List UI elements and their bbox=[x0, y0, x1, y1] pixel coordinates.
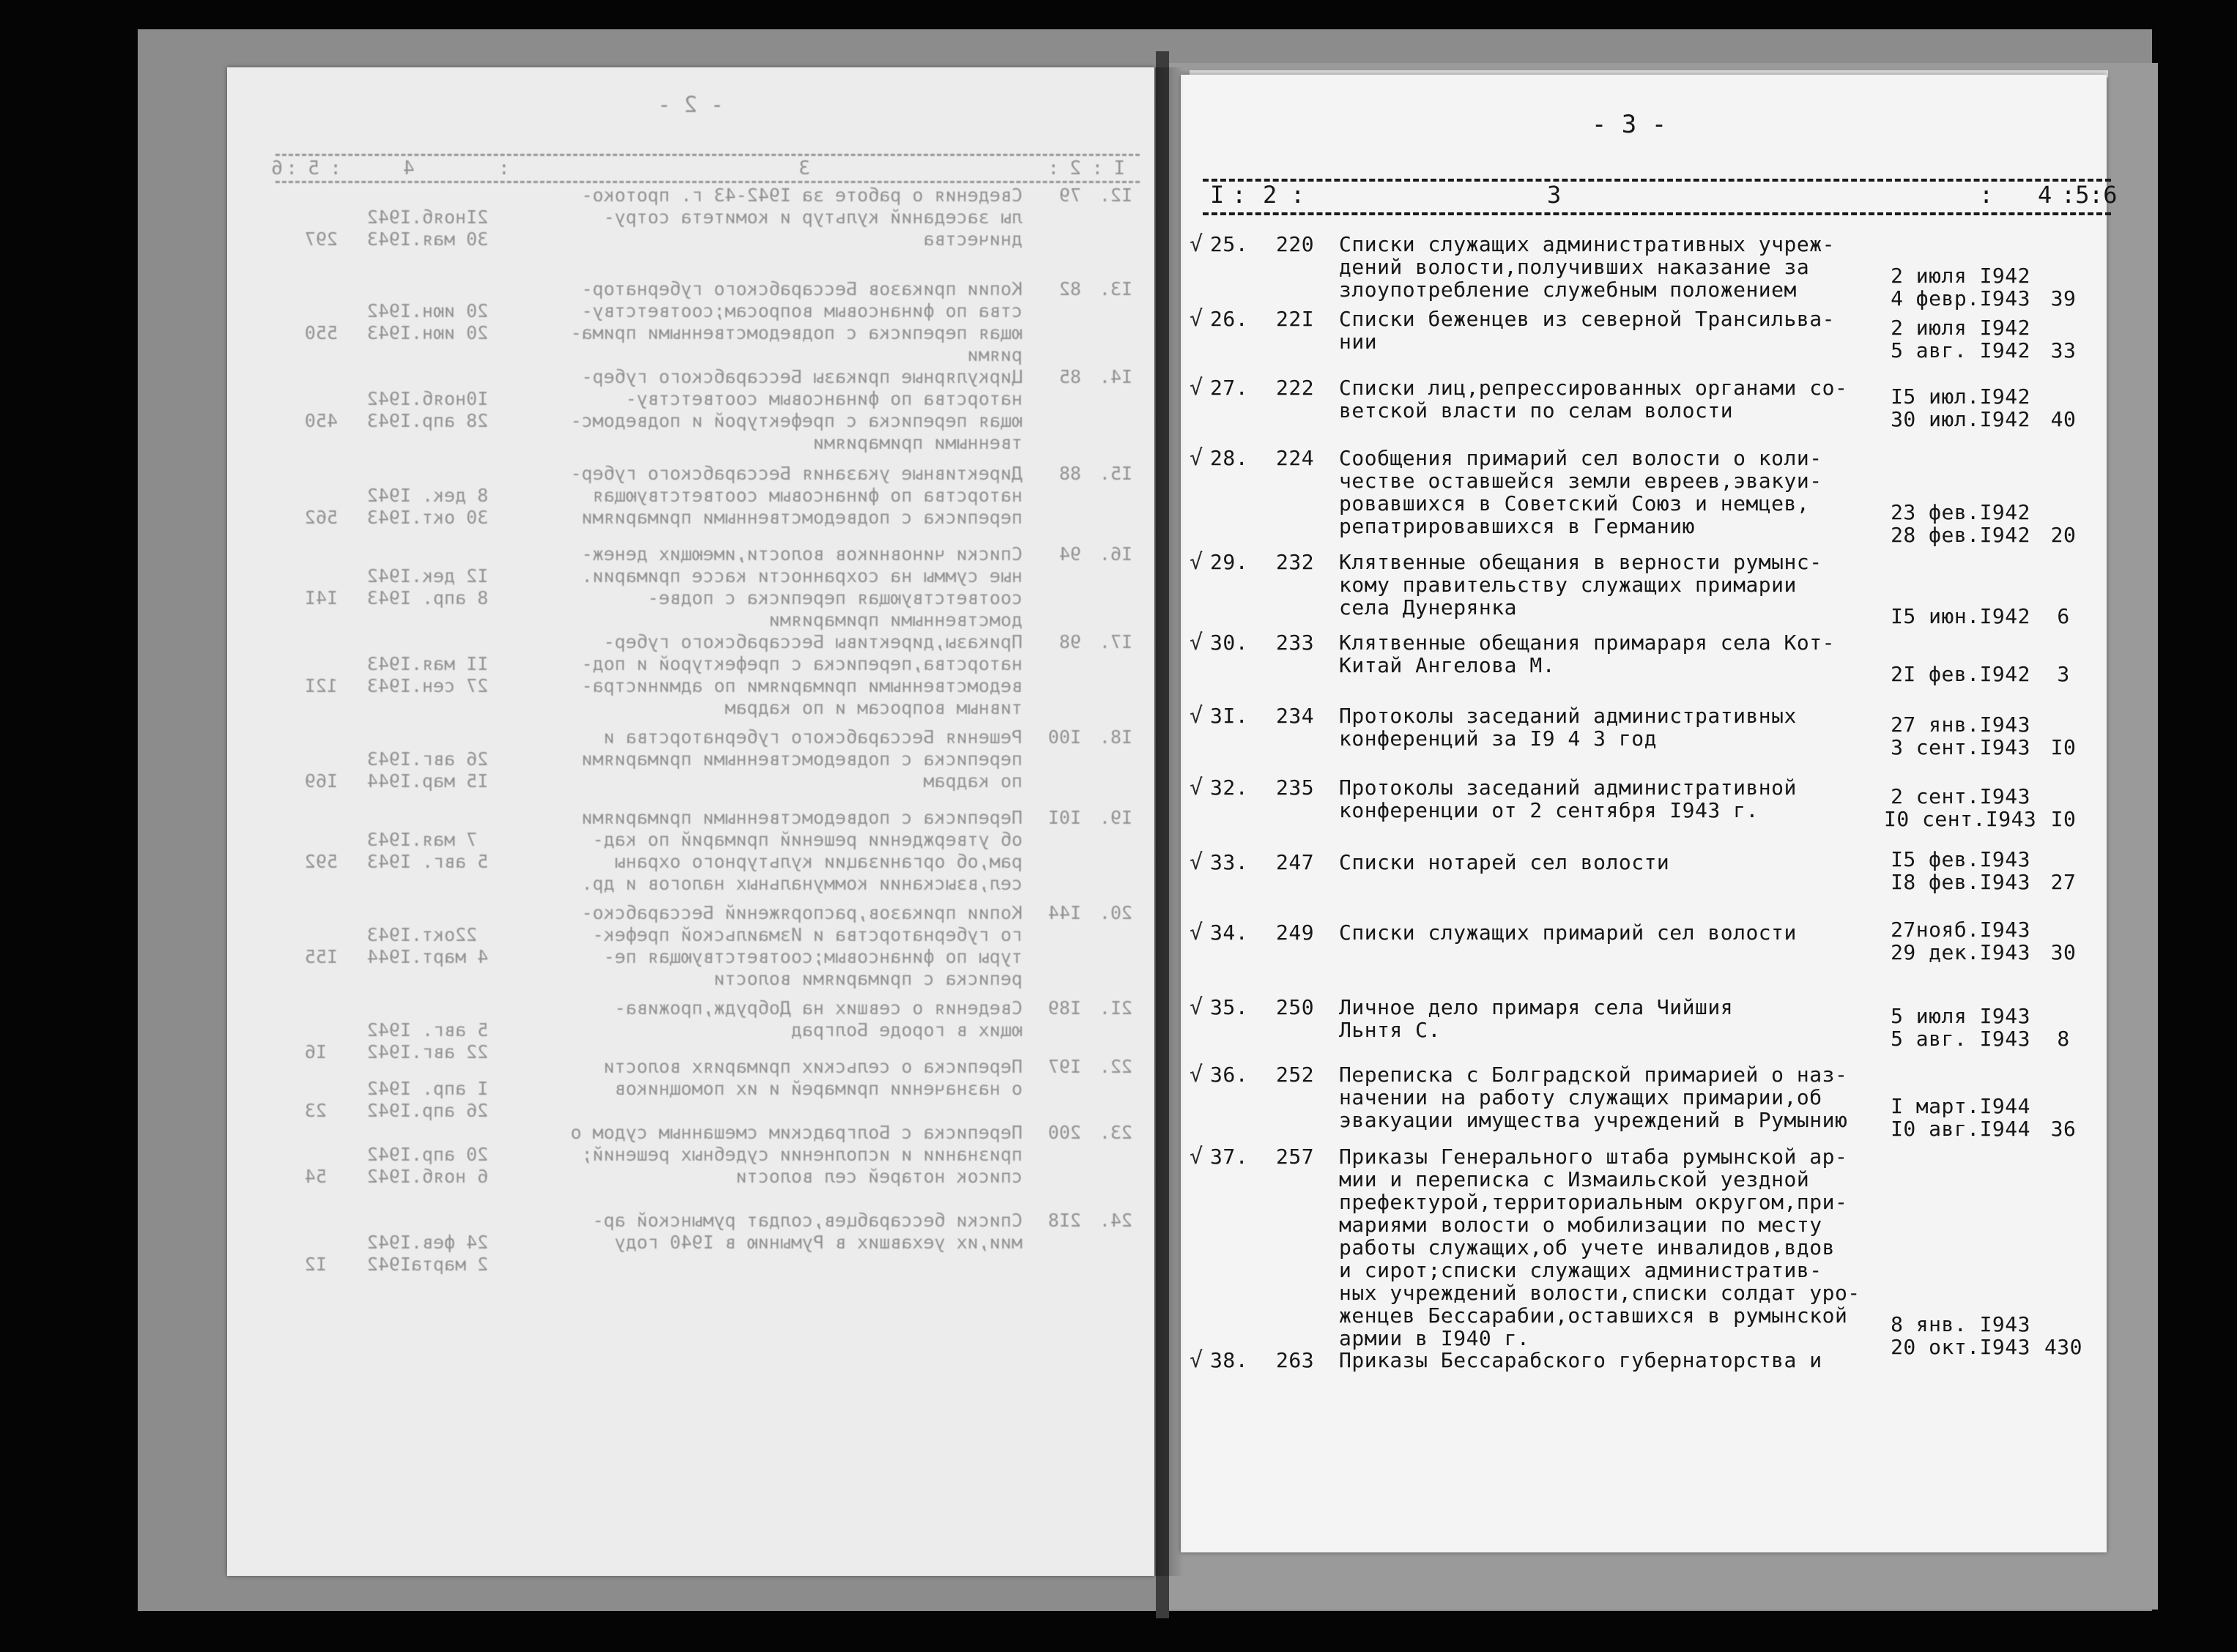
title-line: кому правительству служащих примарии bbox=[1339, 573, 1797, 597]
left-column-header-7: : bbox=[330, 157, 341, 179]
left-case-number: 94 bbox=[1058, 543, 1081, 565]
left-case-number: I44 bbox=[1047, 902, 1081, 923]
entry-dates bbox=[1884, 918, 2030, 964]
left-entry-dates: 20 июн.I942 20 июн.I943 bbox=[367, 300, 489, 343]
checkmark-icon: √ bbox=[1190, 994, 1203, 1020]
entry-number: 29. bbox=[1210, 550, 1249, 574]
case-number: 263 bbox=[1276, 1348, 1315, 1372]
title-line: конференций за I9 4 3 год bbox=[1339, 726, 1657, 751]
left-sheet-count: 562 bbox=[305, 507, 338, 528]
left-case-number: 98 bbox=[1058, 631, 1081, 652]
entry-number: 26. bbox=[1210, 307, 1249, 331]
entry-title bbox=[1339, 233, 1881, 301]
left-sheet-count: I69 bbox=[305, 770, 338, 792]
left-entry-dates: 22окт.I943 4 март.I944 bbox=[367, 924, 489, 967]
date-line: 5 авг. I943 bbox=[1891, 1027, 2030, 1051]
column-header-6: 4 bbox=[2038, 181, 2052, 209]
title-line: армии в I940 г. bbox=[1339, 1326, 1530, 1350]
left-entry-title: Списки бессарабцев,солдат румынской ар- мии,их уехавших в Румынию в I940 году bbox=[593, 1210, 1023, 1253]
date-line: 4 февр.I943 bbox=[1891, 286, 2030, 310]
title-line: Списки служащих примарий сел волости bbox=[1339, 920, 1797, 945]
date-line: I5 июл.I942 bbox=[1891, 384, 2030, 409]
entry-dates bbox=[1884, 264, 2030, 310]
case-number: 234 bbox=[1276, 704, 1315, 728]
left-column-header-5: : bbox=[498, 157, 510, 179]
left-column-header-10: 6 bbox=[271, 157, 283, 179]
left-entry-number: 2I. bbox=[1099, 997, 1132, 1019]
date-line: 27нояб.I943 bbox=[1891, 918, 2030, 942]
sheet-count: 430 bbox=[2044, 1335, 2083, 1359]
title-line: ных учреждений волости,списки солдат уро- bbox=[1339, 1281, 1861, 1305]
left-case-number: I89 bbox=[1047, 997, 1081, 1019]
title-line: Китай Ангелова М. bbox=[1339, 653, 1556, 677]
left-sheet-count: 297 bbox=[305, 228, 338, 250]
entry-number: 38. bbox=[1210, 1348, 1249, 1372]
case-number: 222 bbox=[1276, 376, 1315, 400]
date-line: 23 фев.I942 bbox=[1891, 500, 2030, 524]
title-line: дений волости,получивших наказание за bbox=[1339, 255, 1810, 279]
left-column-header-2: 2 bbox=[1069, 157, 1081, 179]
case-number: 252 bbox=[1276, 1063, 1315, 1087]
left-sheet-count: 23 bbox=[305, 1100, 327, 1121]
entry-number: 37. bbox=[1210, 1145, 1249, 1169]
entry-dates bbox=[1884, 501, 2030, 546]
left-page-bleedthrough bbox=[227, 67, 1154, 1576]
left-entry-dates: II мая.I943 27 сен.I943 bbox=[367, 653, 489, 696]
left-entry-title: Копии приказов Бессарабского губернатор- ства по финансовым вопросам;соответству- ющая переписка с подведомственными прима- риями bbox=[570, 278, 1023, 365]
title-line: Списки нотарей сел волости bbox=[1339, 850, 1670, 874]
sheet-count: I0 bbox=[2050, 807, 2077, 831]
checkmark-icon: √ bbox=[1190, 306, 1203, 332]
date-line: 5 авг. I942 bbox=[1891, 338, 2030, 362]
left-sheet-count: 550 bbox=[305, 322, 338, 343]
sheet-count: 8 bbox=[2057, 1027, 2070, 1051]
title-line: женцев Бессарабии,оставшихся в румынской bbox=[1339, 1303, 1848, 1328]
title-line: Клятвенные обещания в верности румынс- bbox=[1339, 550, 1822, 574]
title-line: нии bbox=[1339, 330, 1378, 354]
title-line: репатрировавшихся в Германию bbox=[1339, 514, 1696, 538]
date-line: 29 дек.I943 bbox=[1891, 940, 2030, 964]
left-entry-number: I9. bbox=[1099, 807, 1132, 828]
entry-dates bbox=[1884, 713, 2030, 759]
entry-dates bbox=[1884, 663, 2030, 685]
title-line: Приказы Бессарабского губернаторства и bbox=[1339, 1348, 1822, 1372]
left-case-number: 82 bbox=[1058, 278, 1081, 299]
entry-number: 34. bbox=[1210, 920, 1249, 945]
title-line: честве оставшейся земли евреев,эвакуи- bbox=[1339, 469, 1822, 493]
case-number: 233 bbox=[1276, 630, 1315, 655]
left-entry-dates: 8 дек. I942 30 окт.I943 bbox=[367, 485, 489, 528]
date-line: I0 сент.I943 bbox=[1884, 807, 2037, 831]
entry-title bbox=[1339, 308, 1881, 353]
entry-number: 33. bbox=[1210, 850, 1249, 874]
entry-title bbox=[1339, 631, 1881, 677]
column-header-4: 3 bbox=[1547, 181, 1562, 209]
left-case-number: 79 bbox=[1058, 185, 1081, 206]
entry-number: 32. bbox=[1210, 775, 1249, 800]
checkmark-icon: √ bbox=[1190, 630, 1203, 655]
column-header-1: : bbox=[1232, 181, 1247, 209]
case-number: 257 bbox=[1276, 1145, 1315, 1169]
sheet-count: 36 bbox=[2050, 1117, 2077, 1141]
left-case-number: 88 bbox=[1058, 463, 1081, 484]
left-entry-number: I3. bbox=[1099, 278, 1132, 299]
date-line: 8 янв. I943 bbox=[1891, 1312, 2030, 1336]
left-entry-dates: 7 мая.I943 5 авг. I943 bbox=[367, 829, 489, 872]
left-entry-dates: 26 авг.I943 I5 мар.I944 bbox=[367, 748, 489, 792]
title-line: Приказы Генерального штаба румынской ар- bbox=[1339, 1145, 1848, 1169]
left-entry-title: Приказы,директивы Бессарабского губер- наторства,переписка с префектурой и под- ведомственными примариями по администра- тивным вопросам и по кадрам bbox=[581, 631, 1023, 718]
sheet-count: I0 bbox=[2050, 735, 2077, 759]
left-sheet-count: I55 bbox=[305, 946, 338, 967]
entry-dates bbox=[1884, 1313, 2030, 1358]
checkmark-icon: √ bbox=[1190, 849, 1203, 875]
date-line: 20 окт.I943 bbox=[1891, 1335, 2030, 1359]
left-entry-number: I6. bbox=[1099, 543, 1132, 565]
left-entry-title: Решения Бессарабского губернаторства и переписка с подведомственными примариями по кадрам bbox=[581, 726, 1023, 792]
title-line: Льнтя С. bbox=[1339, 1018, 1441, 1042]
date-line: I8 фев.I943 bbox=[1891, 870, 2030, 894]
left-entry-number: I8. bbox=[1099, 726, 1132, 748]
left-page-column-header bbox=[271, 154, 1140, 183]
case-number: 250 bbox=[1276, 995, 1315, 1019]
left-case-number: 85 bbox=[1058, 366, 1081, 387]
left-entry-title: Переписка с Болградским смешанным судом о признании и исполнении судебных решений; список нотарей сел волости bbox=[570, 1122, 1023, 1187]
title-line: начении на работу служащих примарии,об bbox=[1339, 1085, 1822, 1109]
left-column-header-4: 3 bbox=[798, 157, 810, 179]
gutter-shadow bbox=[1154, 67, 1184, 1576]
checkmark-icon: √ bbox=[1190, 1144, 1203, 1169]
left-sheet-count: I6 bbox=[305, 1041, 327, 1063]
title-line: Протоколы заседаний административной bbox=[1339, 775, 1797, 800]
left-entry-dates: I2 дек.I942 8 апр. I943 bbox=[367, 565, 489, 609]
date-line: I март.I944 bbox=[1891, 1094, 2030, 1118]
left-entry-dates: 2Iнояб.I942 30 мая.I943 bbox=[367, 206, 489, 250]
sheet-count: 6 bbox=[2057, 604, 2070, 628]
title-line: работы служащих,об учете инвалидов,вдов bbox=[1339, 1235, 1835, 1260]
checkmark-icon: √ bbox=[1190, 549, 1203, 575]
title-line: Переписка с Болградской примарией о наз- bbox=[1339, 1063, 1848, 1087]
entry-number: 35. bbox=[1210, 995, 1249, 1019]
entry-number: 36. bbox=[1210, 1063, 1249, 1087]
title-line: мии и переписка с Измаильской уездной bbox=[1339, 1167, 1810, 1191]
title-line: Списки служащих административных учреж- bbox=[1339, 232, 1835, 256]
left-entry-number: 24. bbox=[1099, 1210, 1132, 1231]
entry-number: 30. bbox=[1210, 630, 1249, 655]
case-number: 220 bbox=[1276, 232, 1315, 256]
entry-dates bbox=[1884, 316, 2030, 362]
entry-title bbox=[1339, 921, 1881, 944]
left-entry-dates: 20 апр.I942 6 нояб.I942 bbox=[367, 1144, 489, 1187]
checkmark-icon: √ bbox=[1190, 920, 1203, 945]
date-line: I0 авг.I944 bbox=[1891, 1117, 2030, 1141]
title-line: Списки беженцев из северной Трансильва- bbox=[1339, 307, 1835, 331]
left-entry-title: Переписка с подведомственными примариями об утверждении решений примарий по кад- рам,об организации культурного охраны сел,взыскании коммунальных налогов и др. bbox=[581, 807, 1023, 894]
title-line: Списки лиц,репрессированных органами со- bbox=[1339, 376, 1848, 400]
date-line: 2I фев.I942 bbox=[1891, 662, 2030, 686]
sheet-count: 20 bbox=[2050, 523, 2077, 547]
entry-title bbox=[1339, 447, 1881, 537]
date-line: 27 янв.I943 bbox=[1891, 712, 2030, 737]
left-entry-dates: 24 фев.I942 2 мартаI942 bbox=[367, 1232, 489, 1275]
date-line: 2 июля I942 bbox=[1891, 316, 2030, 340]
date-line: 5 июля I943 bbox=[1891, 1004, 2030, 1028]
left-sheet-count: 592 bbox=[305, 851, 338, 872]
date-line: 28 фев.I942 bbox=[1891, 523, 2030, 547]
case-number: 235 bbox=[1276, 775, 1315, 800]
title-line: Сообщения примарий сел волости о коли- bbox=[1339, 446, 1822, 470]
column-header-5: : bbox=[1979, 181, 1994, 209]
entry-title bbox=[1339, 551, 1881, 619]
left-case-number: I97 bbox=[1047, 1056, 1081, 1077]
left-column-header-9: : bbox=[286, 157, 297, 179]
left-case-number: I00 bbox=[1047, 726, 1081, 748]
sheet-count: 39 bbox=[2050, 286, 2077, 310]
case-number: 247 bbox=[1276, 850, 1315, 874]
entry-title bbox=[1339, 776, 1881, 822]
title-line: Протоколы заседаний административных bbox=[1339, 704, 1797, 728]
entry-number: 27. bbox=[1210, 376, 1249, 400]
left-entry-title: Сведения о севших на Добрудж,прожива- ющих в городе Болград bbox=[615, 997, 1023, 1041]
left-column-header-3: : bbox=[1047, 157, 1059, 179]
title-line: ровавшихся в Советский Союз и немцев, bbox=[1339, 491, 1810, 516]
date-line: I5 фев.I943 bbox=[1891, 847, 2030, 871]
title-line: префектурой,территориальным округом,при- bbox=[1339, 1190, 1848, 1214]
column-header-7: :5 bbox=[2061, 181, 2090, 209]
title-line: ветской власти по селам волости bbox=[1339, 398, 1734, 423]
sheet-count: 27 bbox=[2050, 870, 2077, 894]
left-entry-dates: 5 авг. I942 22 авг.I942 bbox=[367, 1019, 489, 1063]
column-header-8: :6 bbox=[2089, 181, 2118, 209]
entry-title bbox=[1339, 1145, 1881, 1350]
left-case-number: 2I8 bbox=[1047, 1210, 1081, 1231]
left-entry-title: Переписка о сельских примариях волости о назначении примарей и их помощников bbox=[604, 1056, 1023, 1099]
case-number: 232 bbox=[1276, 550, 1315, 574]
left-entry-title: Списки чиновников волости,имеющих денеж- ные суммы на сохранности кассе примарии. соответствующая переписка с подве- домственными примариями bbox=[581, 543, 1023, 630]
left-entry-dates: I0нояб.I942 28 апр.I943 bbox=[367, 388, 489, 431]
checkmark-icon: √ bbox=[1190, 1347, 1203, 1373]
case-number: 224 bbox=[1276, 446, 1315, 470]
column-header-0: I bbox=[1210, 181, 1225, 209]
left-case-number: 200 bbox=[1047, 1122, 1081, 1143]
left-entry-title: Копии приказов,распоряжений Бессарабско- го губернаторства и Измаильской префек- туры по финансовым;соответствующая пе- реписка с примариями волости bbox=[581, 902, 1023, 989]
title-line: конференции от 2 сентября I943 г. bbox=[1339, 798, 1759, 822]
right-page-content bbox=[1181, 75, 2118, 1552]
case-number: 249 bbox=[1276, 920, 1315, 945]
entry-number: 25. bbox=[1210, 232, 1249, 256]
checkmark-icon: √ bbox=[1190, 445, 1203, 471]
title-line: мариями волости о мобилизации по месту bbox=[1339, 1213, 1822, 1237]
entry-dates bbox=[1884, 1005, 2030, 1050]
sheet-count: 33 bbox=[2050, 338, 2077, 362]
left-entry-title: Директивные указания Бессарабского губер- наторства по финансовым соответствующая переписка с подведомственными примариями bbox=[570, 463, 1023, 528]
checkmark-icon: √ bbox=[1190, 775, 1203, 800]
entry-title bbox=[1339, 704, 1881, 750]
checkmark-icon: √ bbox=[1190, 703, 1203, 729]
case-number: 22I bbox=[1276, 307, 1315, 331]
column-header-2: 2 bbox=[1263, 181, 1277, 209]
left-column-header-1: : bbox=[1091, 157, 1103, 179]
entry-title bbox=[1339, 996, 1881, 1041]
entry-dates bbox=[1884, 784, 2037, 831]
entry-title bbox=[1339, 376, 1881, 422]
entry-title bbox=[1339, 851, 1881, 874]
left-entry-number: I5. bbox=[1099, 463, 1132, 484]
date-line: 2 июля I942 bbox=[1891, 264, 2030, 288]
sheet-count: 30 bbox=[2050, 940, 2077, 964]
title-line: села Дунерянка bbox=[1339, 595, 1518, 620]
left-sheet-count: I2 bbox=[305, 1254, 327, 1275]
entry-dates bbox=[1884, 605, 2030, 628]
header-rule-bottom bbox=[1203, 212, 2111, 215]
left-sheet-count: I4I bbox=[305, 587, 338, 609]
left-column-header-0: I bbox=[1113, 157, 1125, 179]
left-column-header-6: 4 bbox=[403, 157, 415, 179]
left-page-number: - 2 - bbox=[657, 92, 724, 118]
title-line: эвакуации имущества учреждений в Румынию bbox=[1339, 1108, 1848, 1132]
left-page bbox=[227, 67, 1154, 1576]
left-sheet-count: 12I bbox=[305, 675, 338, 696]
column-header-3: : bbox=[1291, 181, 1305, 209]
entry-title bbox=[1339, 1063, 1881, 1131]
left-entry-title: Циркулярные приказы Бессарабского губер- наторства по финансовым соответству- ющая переписка с префектурой и подведомс- твенными примариями bbox=[570, 366, 1023, 453]
left-entry-number: 23. bbox=[1099, 1122, 1132, 1143]
entry-dates bbox=[1884, 385, 2030, 431]
left-entry-number: I7. bbox=[1099, 631, 1132, 652]
title-line: злоупотребление служебным положением bbox=[1339, 278, 1797, 302]
entry-dates bbox=[1884, 1095, 2030, 1140]
entry-title bbox=[1339, 1349, 1881, 1372]
left-sheet-count: 450 bbox=[305, 410, 338, 431]
header-rule-top bbox=[1203, 179, 2111, 182]
left-column-header-8: 5 bbox=[308, 157, 319, 179]
left-sheet-count: 54 bbox=[305, 1166, 327, 1187]
left-case-number: I0I bbox=[1047, 807, 1081, 828]
checkmark-icon: √ bbox=[1190, 231, 1203, 257]
right-page-number: - 3 - bbox=[1591, 110, 1667, 139]
checkmark-icon: √ bbox=[1190, 1062, 1203, 1087]
entry-dates bbox=[1884, 848, 2030, 893]
checkmark-icon: √ bbox=[1190, 375, 1203, 401]
entry-number: 3I. bbox=[1210, 704, 1249, 728]
left-entry-title: Сведения о работе за I942-43 г. протоко- лы заседаний культур и комитета сотру- дничества bbox=[581, 185, 1023, 250]
title-line: Клятвенные обещания примараря села Кот- bbox=[1339, 630, 1835, 655]
date-line: 3 сент.I943 bbox=[1891, 735, 2030, 759]
sheet-count: 3 bbox=[2057, 662, 2070, 686]
sheet-count: 40 bbox=[2050, 407, 2077, 431]
left-entry-number: I4. bbox=[1099, 366, 1132, 387]
left-entry-number: I2. bbox=[1099, 185, 1132, 206]
date-line: I5 июн.I942 bbox=[1891, 604, 2030, 628]
entry-number: 28. bbox=[1210, 446, 1249, 470]
left-entry-number: 20. bbox=[1099, 902, 1132, 923]
left-entry-dates: I апр. I942 26 апр.I942 bbox=[367, 1078, 489, 1121]
title-line: Личное дело примаря села Чийшия bbox=[1339, 995, 1734, 1019]
date-line: 30 июл.I942 bbox=[1891, 407, 2030, 431]
title-line: и сирот;списки служащих административ- bbox=[1339, 1258, 1822, 1282]
left-entry-number: 22. bbox=[1099, 1056, 1132, 1077]
date-line: 2 сент.I943 bbox=[1891, 784, 2030, 808]
